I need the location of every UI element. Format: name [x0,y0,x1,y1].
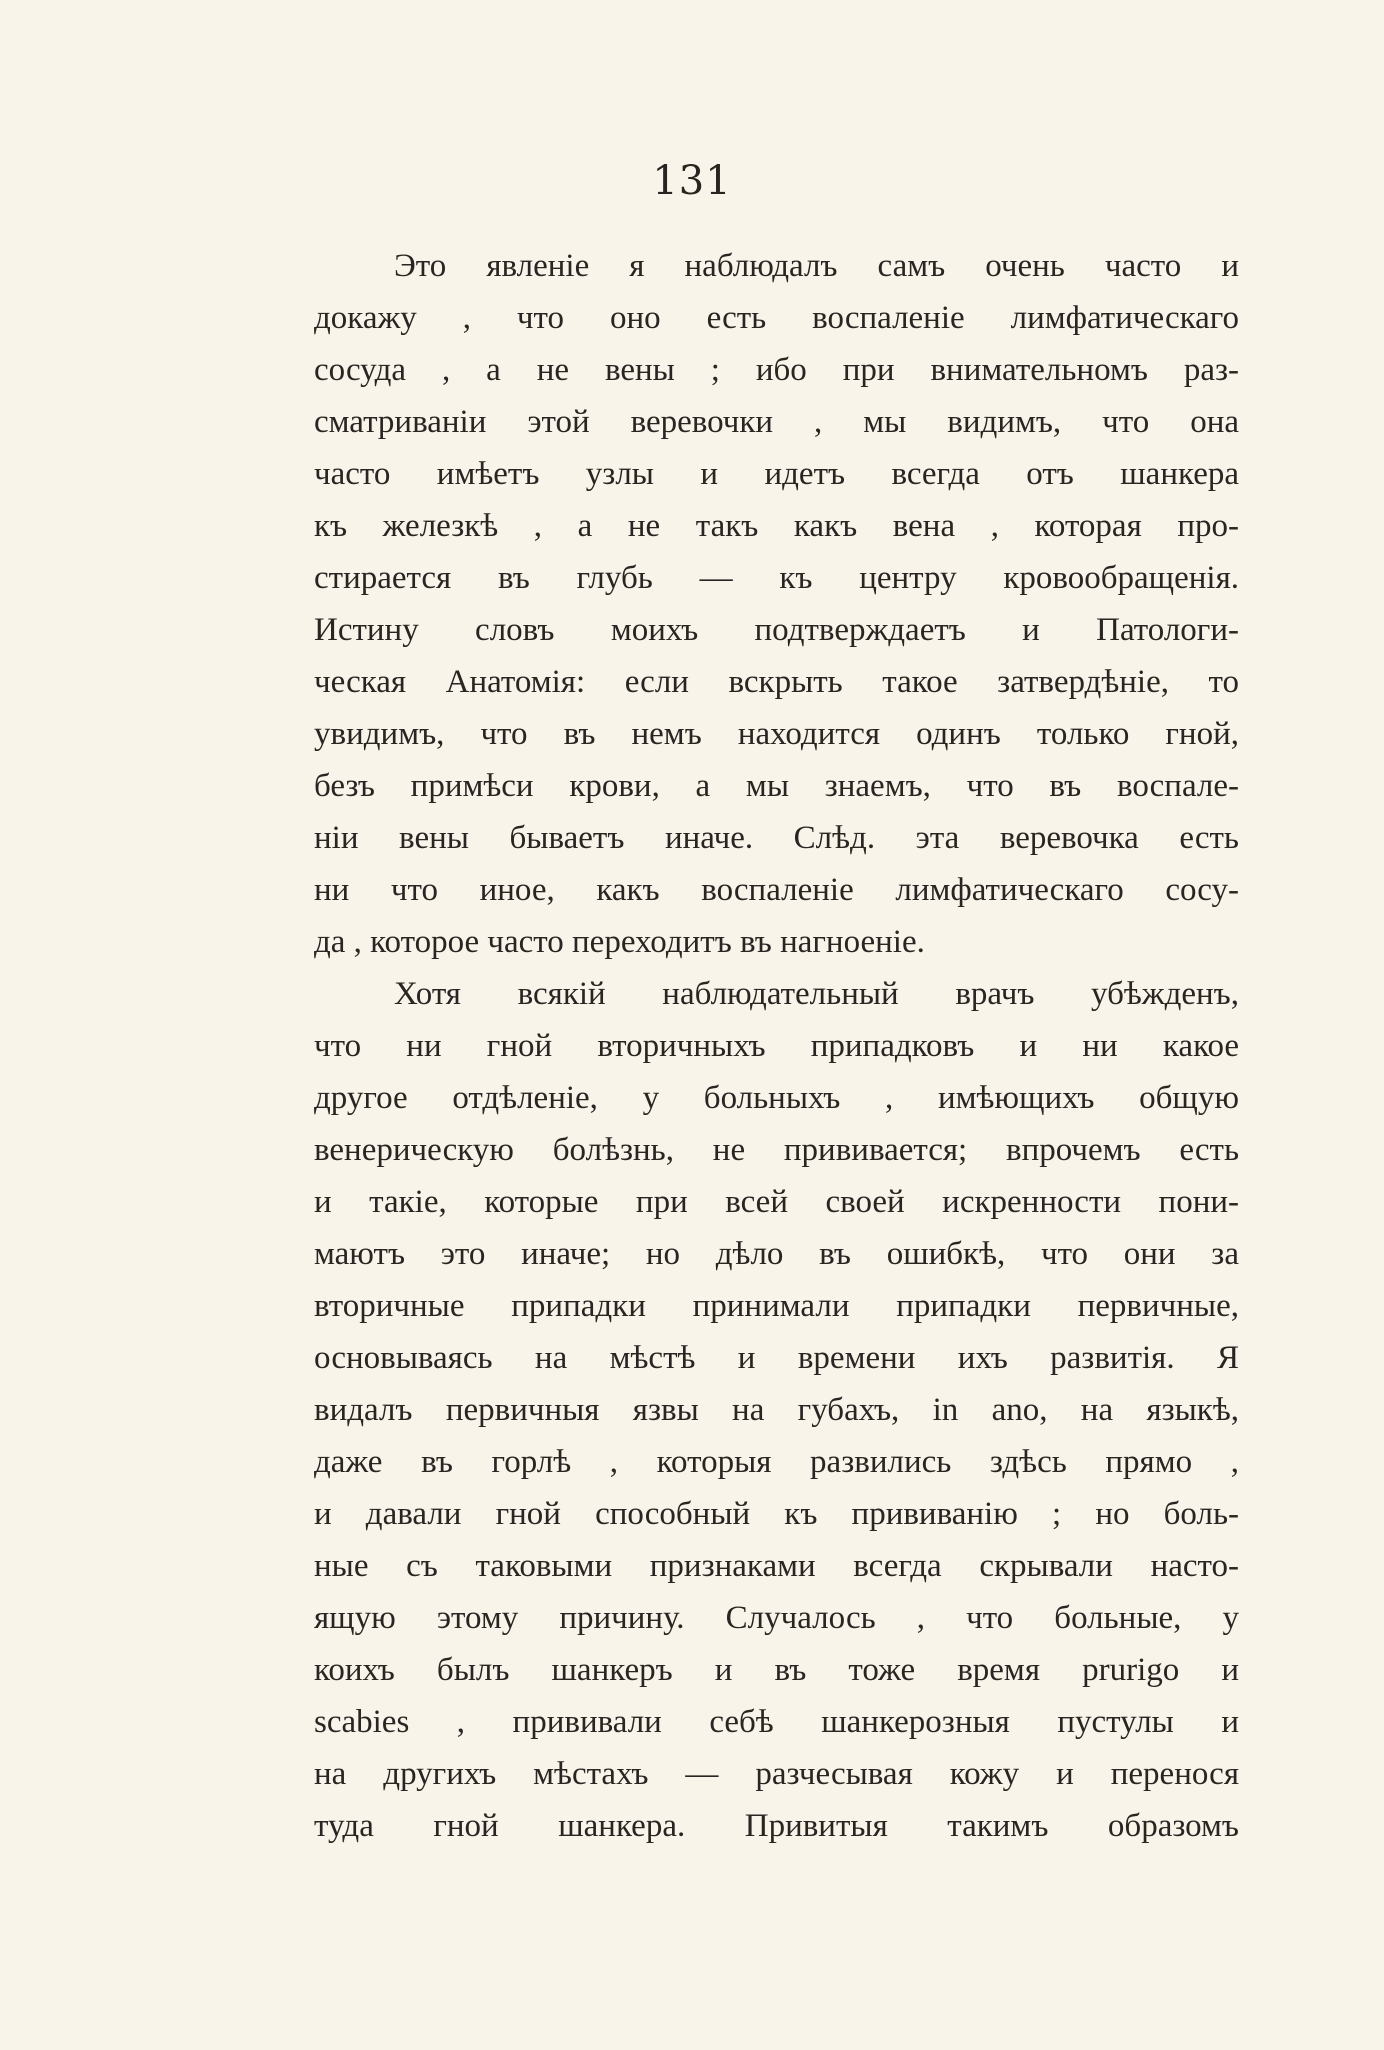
text-line: ные съ таковыми признаками всегда скрывали насто- [314,1548,1239,1584]
body-text [314,240,1239,1852]
text-line: увидимъ, что въ немъ находится одинъ только гной, [314,716,1239,752]
text-line: докажу , что оно есть воспаленіе лимфатическаго [314,300,1239,336]
text-line: маютъ это иначе; но дѣло въ ошибкѣ, что они за [314,1236,1239,1272]
text-line: часто имѣетъ узлы и идетъ всегда отъ шанкера [314,456,1239,492]
text-line: вторичные припадки принимали припадки первичные, [314,1288,1239,1324]
text-line: туда гной шанкера. Привитыя такимъ образомъ [314,1808,1239,1844]
text-line: да , которое часто переходитъ въ нагноеніе. [314,924,925,960]
text-line: сматриваніи этой веревочки , мы видимъ, что она [314,404,1239,440]
text-line: и такіе, которые при всей своей искренности пони- [314,1184,1239,1220]
text-line: венерическую болѣзнь, не прививается; впрочемъ есть [314,1132,1239,1168]
text-line: Это явленіе я наблюдалъ самъ очень часто и [394,248,1239,284]
text-line: ческая Анатомія: если вскрыть такое затвердѣніе, то [314,664,1239,700]
text-line: на другихъ мѣстахъ — разчесывая кожу и перенося [314,1756,1239,1792]
text-line: основываясь на мѣстѣ и времени ихъ развитія. Я [314,1340,1239,1376]
text-line: другое отдѣленіе, у больныхъ , имѣющихъ общую [314,1080,1239,1116]
text-line: коихъ былъ шанкеръ и въ тоже время prurigo и [314,1652,1239,1688]
text-line: стирается въ глубь — къ центру кровообращенія. [314,560,1239,596]
text-line: ни что иное, какъ воспаленіе лимфатическаго сосу- [314,872,1239,908]
text-line: Истину словъ моихъ подтверждаетъ и Патологи- [314,612,1239,648]
page-number: 131 [652,158,732,204]
text-line: видалъ первичныя язвы на губахъ, in ano, на языкѣ, [314,1392,1239,1428]
text-line: безъ примѣси крови, а мы знаемъ, что въ воспале- [314,768,1239,804]
text-line: scabies , прививали себѣ шанкерозныя пустулы и [314,1704,1239,1740]
text-line: сосуда , а не вены ; ибо при внимательномъ раз- [314,352,1239,388]
text-line: Хотя всякій наблюдательный врачъ убѣжденъ, [394,976,1239,1012]
text-line: ніи вены бываетъ иначе. Слѣд. эта веревочка есть [314,820,1239,856]
text-line: даже въ горлѣ , которыя развились здѣсь прямо , [314,1444,1239,1480]
text-line: ящую этому причину. Случалось , что больные, у [314,1600,1239,1636]
text-line: и давали гной способный къ прививанію ; но боль- [314,1496,1239,1532]
text-line: что ни гной вторичныхъ припадковъ и ни какое [314,1028,1239,1064]
text-line: къ железкѣ , а не такъ какъ вена , которая про- [314,508,1239,544]
